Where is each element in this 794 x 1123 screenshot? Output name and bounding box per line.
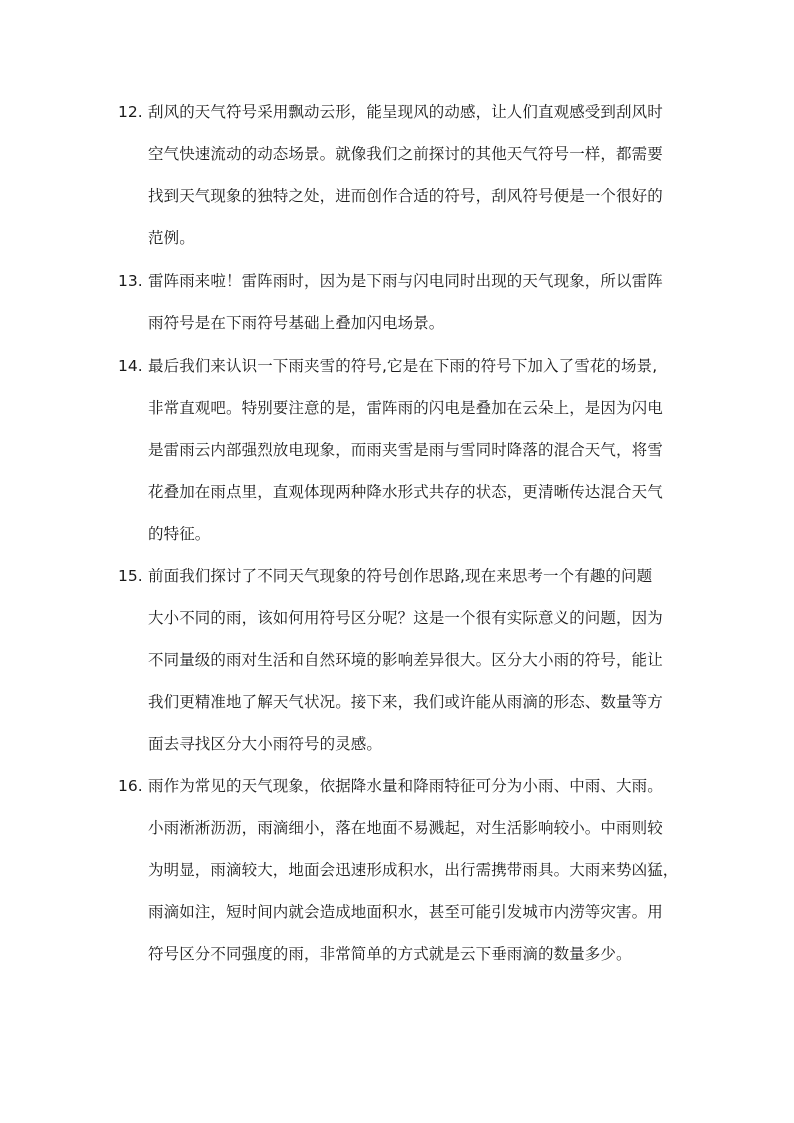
item-number: 12. [118, 103, 143, 121]
paragraph-line: 不同量级的雨对生活和自然环境的影响差异很大。区分大小雨的符号，能让 [148, 651, 663, 669]
paragraph-line: 花叠加在雨点里，直观体现两种降水形式共存的状态，更清晰传达混合天气 [148, 483, 663, 501]
paragraph-line: 雨滴如注，短时间内就会造成地面积水，甚至可能引发城市内涝等灾害。用 [148, 903, 663, 921]
paragraph-line: 面去寻找区分大小雨符号的灵感。 [148, 735, 383, 753]
paragraph-line: 找到天气现象的独特之处，进而创作合适的符号，刮风符号便是一个很好的 [148, 187, 663, 205]
paragraph-line: 最后我们来认识一下雨夹雪的符号,它是在下雨的符号下加入了雪花的场景, [148, 357, 658, 375]
paragraph-line: 符号区分不同强度的雨，非常简单的方式就是云下垂雨滴的数量多少。 [148, 945, 632, 963]
paragraph-line: 大小不同的雨，该如何用符号区分呢？这是一个很有实际意义的问题，因为 [148, 609, 663, 627]
paragraph-line: 雨作为常见的天气现象，依据降水量和降雨特征可分为小雨、中雨、大雨。 [148, 777, 663, 795]
paragraph-line: 是雷雨云内部强烈放电现象，而雨夹雪是雨与雪同时降落的混合天气，将雪 [148, 441, 663, 459]
paragraph-line: 我们更精准地了解天气状况。接下来，我们或许能从雨滴的形态、数量等方 [148, 693, 663, 711]
paragraph-line: 的特征。 [148, 525, 211, 543]
item-number: 14. [118, 357, 143, 375]
paragraph-line: 刮风的天气符号采用飘动云形，能呈现风的动感，让人们直观感受到刮风时 [148, 103, 663, 121]
paragraph-line: 雷阵雨来啦！雷阵雨时，因为是下雨与闪电同时出现的天气现象，所以雷阵 [148, 272, 663, 290]
paragraph-line: 前面我们探讨了不同天气现象的符号创作思路,现在来思考一个有趣的问题 [148, 567, 653, 585]
paragraph-line: 小雨淅淅沥沥，雨滴细小，落在地面不易溅起，对生活影响较小。中雨则较 [148, 819, 663, 837]
paragraph-line: 雨符号是在下雨符号基础上叠加闪电场景。 [148, 314, 445, 332]
paragraph-line: 为明显，雨滴较大，地面会迅速形成积水，出行需携带雨具。大雨来势凶猛， [148, 861, 679, 879]
paragraph-line: 范例。 [148, 229, 195, 247]
paragraph-line: 非常直观吧。特别要注意的是，雷阵雨的闪电是叠加在云朵上，是因为闪电 [148, 399, 663, 417]
item-number: 13. [118, 272, 143, 290]
paragraph-line: 空气快速流动的动态场景。就像我们之前探讨的其他天气符号一样，都需要 [148, 145, 663, 163]
item-number: 16. [118, 777, 143, 795]
item-number: 15. [118, 567, 143, 585]
